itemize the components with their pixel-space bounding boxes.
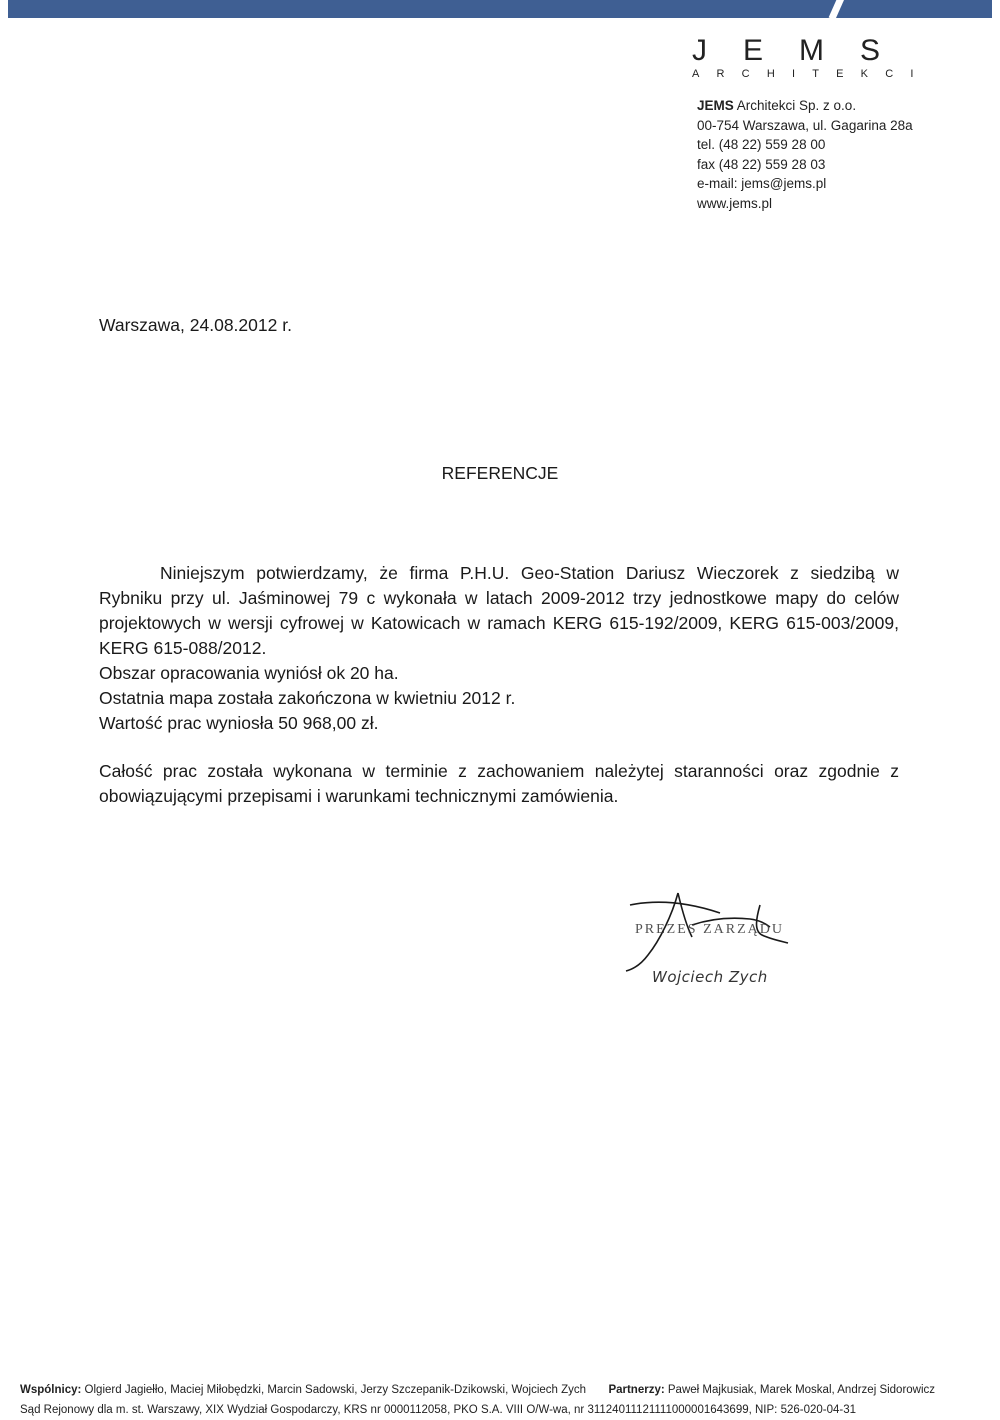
letter-line-value: Wartość prac wyniosła 50 968,00 zł. <box>99 713 379 733</box>
company-address: 00-754 Warszawa, ul. Gagarina 28a <box>697 117 913 133</box>
company-name-bold: JEMS <box>697 98 734 113</box>
footer-registry: Sąd Rejonowy dla m. st. Warszawy, XIX Wydział Gospodarczy, KRS nr 0000112058, PKO S.A. VIII O/W-wa, nr 31124011121111000001643699, NIP: 526-020-04-31 <box>20 1404 857 1416</box>
associates-list: Paweł Majkusiak, Marek Moskal, Andrzej Sidorowicz <box>667 1384 936 1396</box>
company-email: e-mail: jems@jems.pl <box>697 176 827 191</box>
letterhead-top-bar <box>8 0 992 18</box>
letter-date: Warszawa, 24.08.2012 r. <box>99 315 292 335</box>
letter-paragraph-2: Całość prac została wykonana w terminie z zachowaniem należytej staranności oraz zgodnie z obowiązującymi przepisami i warunkami technicznymi zamówienia. <box>99 761 899 806</box>
letter-title: REFERENCJE <box>441 463 559 483</box>
letter-line-completed: Ostatnia mapa została zakończona w kwietniu 2012 r. <box>99 688 516 708</box>
company-logo <box>692 34 931 80</box>
company-phone: tel. (48 22) 559 28 00 <box>697 137 826 152</box>
signatory-name: Wojciech Zych <box>652 968 768 986</box>
letter-body <box>99 561 899 809</box>
letter-paragraph-1: Niniejszym potwierdzamy, że firma P.H.U. Geo-Station Dariusz Wieczorek z siedzibą w Rybniku przy ul. Jaśminowej 79 c wykonała w latach 2009-2012 trzy jednostkowe mapy do celów projektowych w wersji cyfrowej w Katowicach w ramach KERG 615-192/2009, KERG 615-003/2009, KERG 615-088/2012. <box>99 563 899 658</box>
letter-line-area: Obszar opracowania wyniósł ok 20 ha. <box>99 663 399 683</box>
company-name-rest: Architekci Sp. z o.o. <box>733 98 857 113</box>
footer-line-1 <box>20 1380 980 1400</box>
company-fax: fax (48 22) 559 28 03 <box>697 156 826 172</box>
partners-label: Wspólnicy: <box>20 1384 82 1396</box>
company-name <box>697 96 913 116</box>
logo-tagline: ARCHITEKCI <box>692 68 931 80</box>
signature-stamp: PREZES ZARZĄDU <box>635 922 784 937</box>
logo-wordmark: JEMS <box>692 34 917 67</box>
associates-label: Partnerzy: <box>608 1384 665 1396</box>
company-website: www.jems.pl <box>697 195 773 211</box>
partners-list: Olgierd Jagiełło, Maciej Miłobędzki, Marcin Sadowski, Jerzy Szczepanik-Dzikowski, Wojciech Zych <box>84 1384 587 1396</box>
company-contact-block <box>697 96 913 213</box>
letter-footer <box>20 1380 980 1420</box>
